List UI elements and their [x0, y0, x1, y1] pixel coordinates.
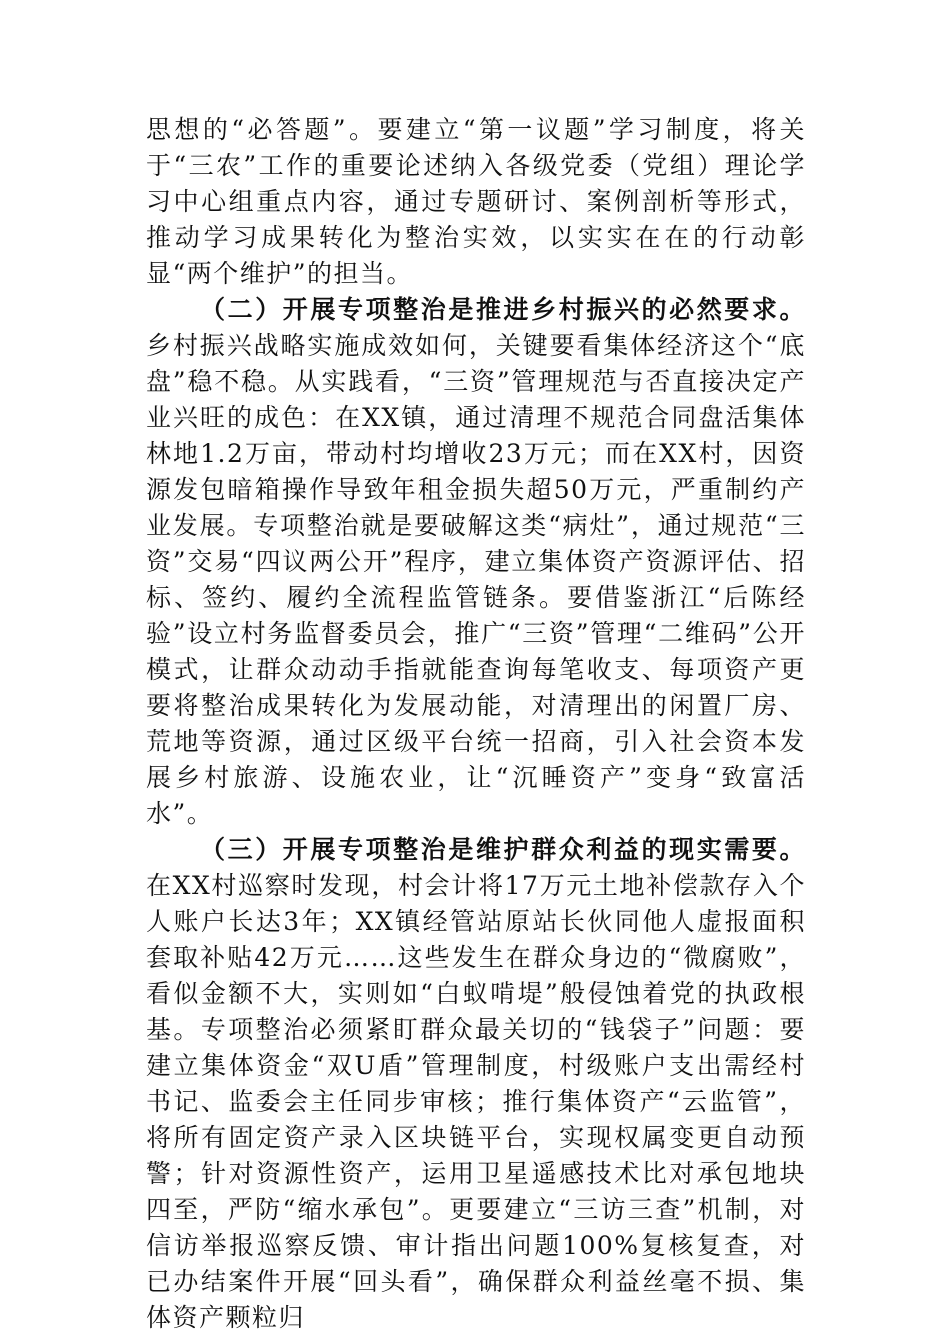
paragraph-3 [146, 832, 806, 1336]
paragraph-1-text: 思想的“必答题”。要建立“第一议题”学习制度，将关于“三农”工作的重要论述纳入各级党委（党组）理论学习中心组重点内容，通过专题研讨、案例剖析等形式，推动学习成果转化为整治实效，以实实在在的行动彰显“两个维护”的担当。 [146, 115, 806, 288]
paragraph-3-text: 在XX村巡察时发现，村会计将17万元土地补偿款存入个人账户长达3年；XX镇经管站原站长伙同他人虚报面积套取补贴42万元……这些发生在群众身边的“微腐败”，看似金额不大，实则如“白蚁啃堤”般侵蚀着党的执政根基。专项整治必须紧盯群众最关切的“钱袋子”问题：要建立集体资金“双U盾”管理制度，村级账户支出需经村书记、监委会主任同步审核；推行集体资产“云监管”，将所有固定资产录入区块链平台，实现权属变更自动预警；针对资源性资产，运用卫星遥感技术比对承包地块四至，严防“缩水承包”。更要建立“三访三查”机制，对信访举报巡察反馈、审计指出问题100%复核复查，对已办结案件开展“回头看”，确保群众利益丝毫不损、集体资产颗粒归 [146, 871, 806, 1332]
paragraph-2 [146, 292, 806, 832]
paragraph-3-lead: （三）开展专项整治是维护群众利益的现实需要。 [200, 835, 806, 864]
paragraph-2-text: 乡村振兴战略实施成效如何，关键要看集体经济这个“底盘”稳不稳。从实践看，“三资”管理规范与否直接决定产业兴旺的成色：在XX镇，通过清理不规范合同盘活集体林地1.2万亩，带动村均增收23万元；而在XX村，因资源发包暗箱操作导致年租金损失超50万元，严重制约产业发展。专项整治就是要破解这类“病灶”，通过规范“三资”交易“四议两公开”程序，建立集体资产资源评估、招标、签约、履约全流程监管链条。要借鉴浙江“后陈经验”设立村务监督委员会，推广“三资”管理“二维码”公开模式，让群众动动手指就能查询每笔收支、每项资产更要将整治成果转化为发展动能，对清理出的闲置厂房、荒地等资源，通过区级平台统一招商，引入社会资本发展乡村旅游、设施农业，让“沉睡资产”变身“致富活水”。 [146, 331, 806, 828]
document-body [146, 112, 806, 1336]
paragraph-2-lead: （二）开展专项整治是推进乡村振兴的必然要求。 [200, 295, 806, 324]
paragraph-1 [146, 112, 806, 292]
